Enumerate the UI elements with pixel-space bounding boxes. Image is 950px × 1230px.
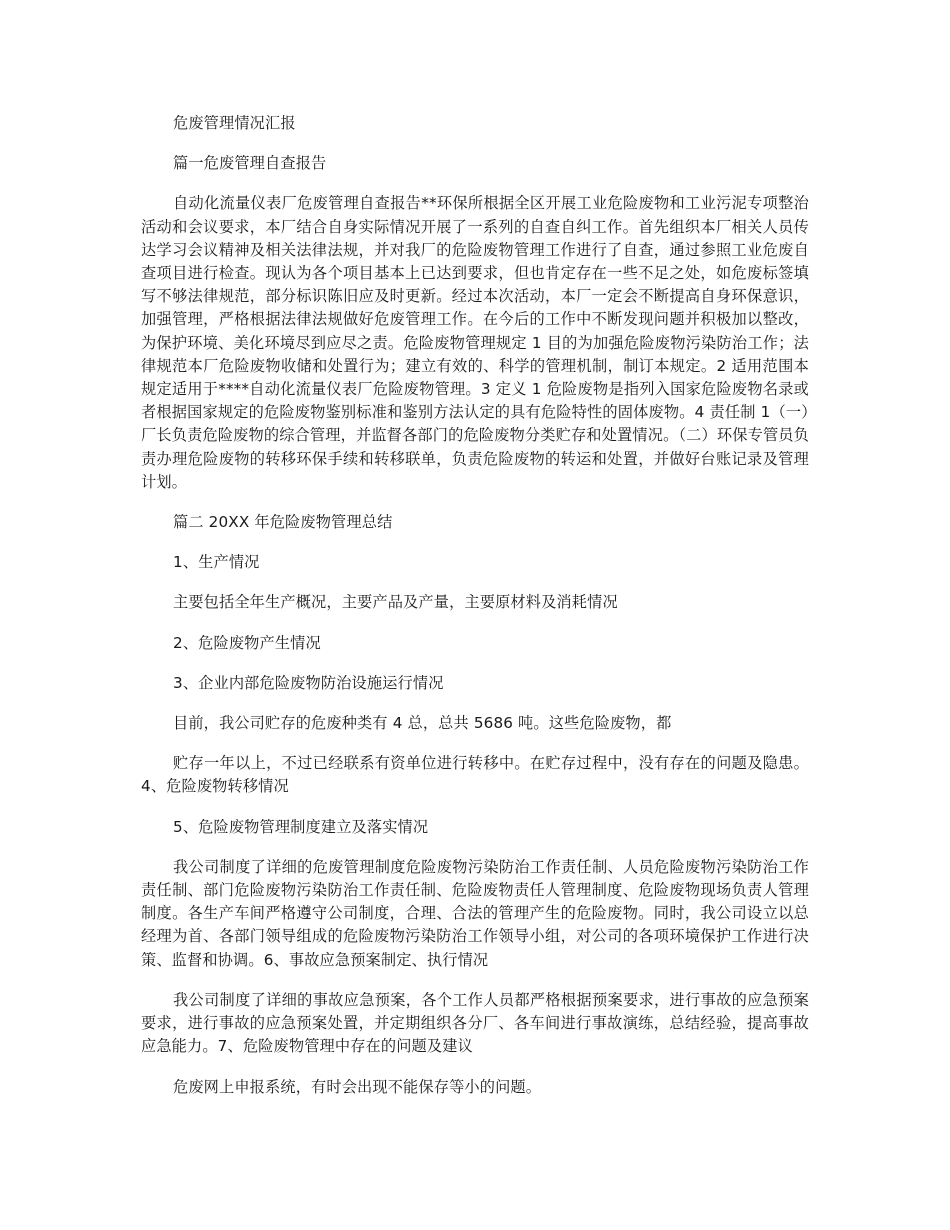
paragraph: 5、危险废物管理制度建立及落实情况 <box>173 817 429 836</box>
paragraph: 危废网上申报系统，有时会出现不能保存等小的问题。 <box>173 1077 542 1096</box>
paragraph: 我公司制度了详细的事故应急预案，各个工作人员都严格根据预案要求，进行事故的应急预案要求，进行事故的应急预案处置，并定期组织各分厂、各车间进行事故演练，总结经验，提高事故应急能力。7、危险废物管理中存在的问题及建议 <box>141 990 809 1056</box>
section-heading-2: 篇二 20XX 年危险废物管理总结 <box>173 513 393 532</box>
paragraph: 1、生产情况 <box>173 553 260 572</box>
paragraph: 主要包括全年生产概况，主要产品及产量，主要原材料及消耗情况 <box>173 593 618 612</box>
paragraph: 2、危险废物产生情况 <box>173 633 321 652</box>
paragraph: 自动化流量仪表厂危废管理自查报告**环保所根据全区开展工业危险废物和工业污泥专项整治活动和会议要求，本厂结合自身实际情况开展了一系列的自查自纠工作。首先组织本厂相关人员传达学习会议精神及相关法律法规，并对我厂的危险废物管理工作进行了自查，通过参照工业危废自查项目进行检查。现认为各个项目基本上已达到要求，但也肯定存在一些不足之处，如危废标签填写不够法律规范，部分标识陈旧应及时更新。经过本次活动，本厂一定会不断提高自身环保意识，加强管理，严格根据法律法规做好危废管理工作。在今后的工作中不断发现问题并积极加以整改，为保护环境、美化环境尽到应尽之责。危险废物管理规定 1 目的为加强危险废物污染防治工作；法律规范本厂危险废物收储和处置行为；建立有效的、科学的管理机制，制订本规定。2 适用范围本规定适用于****自动化流量仪表厂危险废物管理。3 定义 1 危险废物是指列入国家危险废物名录或者根据国家规定的危险废物鉴别标准和鉴别方法认定的具有危险特性的固体废物。4 责任制 1（一）厂长负责危险废物的综合管理，并监督各部门的危险废物分类贮存和处置情况。（二）环保专管员负责办理危险废物的转移环保手续和转移联单，负责危险废物的转运和处置，并做好台账记录及管理计划。 <box>141 194 809 491</box>
section-heading-1: 篇一危废管理自查报告 <box>173 154 327 173</box>
paragraph: 我公司制度了详细的危废管理制度危险废物污染防治工作责任制、人员危险废物污染防治工作责任制、部门危险废物污染防治工作责任制、危险废物责任人管理制度、危险废物现场负责人管理制度。各生产车间严格遵守公司制度，合理、合法的管理产生的危险废物。同时，我公司设立以总经理为首、各部门领导组成的危险废物污染防治工作领导小组，对公司的各项环境保护工作进行决策、监督和协调。6、事故应急预案制定、执行情况 <box>141 857 809 969</box>
paragraph: 目前，我公司贮存的危废种类有 4 总，总共 5686 吨。这些危险废物，都 <box>173 714 672 733</box>
document-body <box>141 112 809 1099</box>
paragraph: 贮存一年以上，不过已经联系有资单位进行转移中。在贮存过程中，没有存在的问题及隐患。4、危险废物转移情况 <box>141 754 809 796</box>
document-title: 危废管理情况汇报 <box>173 114 296 132</box>
paragraph: 3、企业内部危险废物防治设施运行情况 <box>173 673 444 692</box>
